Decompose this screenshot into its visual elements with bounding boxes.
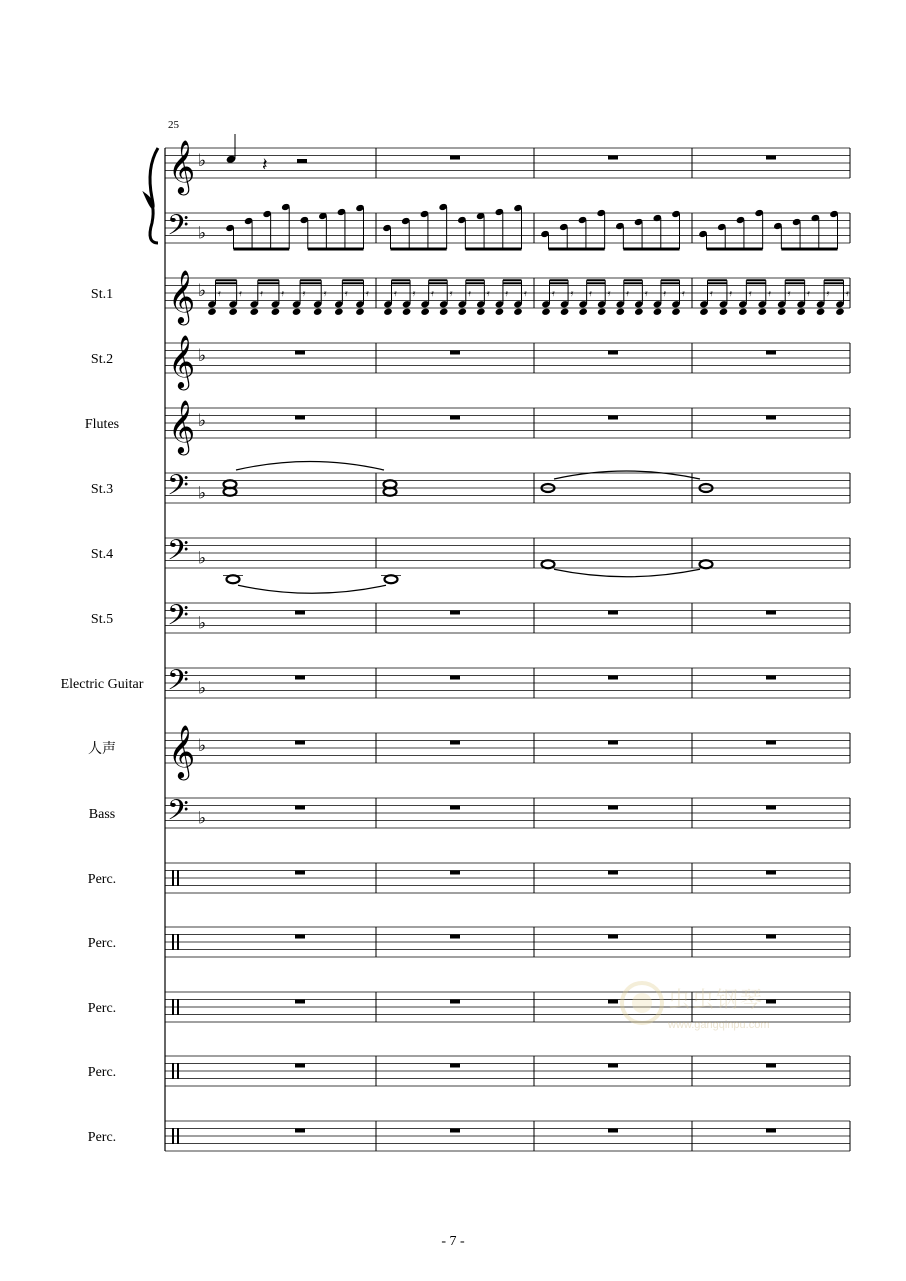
bass-clef-icon: 𝄢 bbox=[167, 794, 189, 834]
whole-rest-icon bbox=[608, 416, 618, 420]
note-head bbox=[699, 308, 709, 316]
sixteenth-rest-icon: 𝄿 bbox=[644, 289, 648, 299]
bass-clef-icon: 𝄢 bbox=[167, 209, 189, 249]
note-head bbox=[495, 308, 505, 316]
bass-clef-icon: 𝄢 bbox=[167, 664, 189, 704]
staff-label: Perc. bbox=[87, 1130, 117, 1145]
treble-clef-icon: 𝄞 bbox=[168, 399, 196, 453]
tie bbox=[238, 585, 386, 593]
whole-rest-icon bbox=[295, 935, 305, 939]
note-head bbox=[313, 308, 323, 316]
note-head bbox=[578, 308, 588, 316]
sixteenth-rest-icon: 𝄿 bbox=[552, 289, 555, 299]
flat-key-signature-icon: ♭ bbox=[198, 548, 207, 569]
whole-rest-icon bbox=[450, 676, 460, 680]
whole-rest-icon bbox=[450, 1064, 460, 1068]
staff-label: 人声 bbox=[88, 742, 116, 757]
piano-brace-icon bbox=[146, 148, 158, 243]
staff-label: Flutes bbox=[84, 417, 120, 432]
watermark-url: www.gangqinpu.com bbox=[668, 1019, 770, 1031]
sixteenth-rest-icon: 𝄿 bbox=[260, 289, 264, 299]
whole-rest-icon bbox=[766, 1064, 776, 1068]
staff-label: Bass bbox=[88, 807, 116, 822]
sixteenth-rest-icon: 𝄿 bbox=[366, 289, 369, 299]
staff-label: St.2 bbox=[90, 352, 114, 367]
watermark bbox=[620, 975, 820, 1035]
staff-15 bbox=[88, 1056, 850, 1086]
staff-13 bbox=[88, 927, 850, 957]
whole-rest-icon bbox=[766, 611, 776, 615]
bass-clef-icon: 𝄢 bbox=[167, 599, 189, 639]
whole-rest-icon bbox=[450, 156, 460, 160]
note-head bbox=[738, 308, 748, 316]
sixteenth-rest-icon: 𝄿 bbox=[412, 289, 416, 299]
staff-label: St.1 bbox=[90, 287, 114, 302]
whole-rest-icon bbox=[608, 1064, 618, 1068]
whole-rest-icon bbox=[766, 351, 776, 355]
whole-rest-icon bbox=[766, 935, 776, 939]
whole-rest-icon bbox=[608, 1000, 618, 1004]
tie bbox=[554, 471, 700, 479]
note-head bbox=[334, 308, 344, 316]
sixteenth-rest-icon: 𝄿 bbox=[626, 289, 630, 299]
treble-clef-icon: 𝄞 bbox=[168, 139, 196, 193]
note-head bbox=[796, 308, 806, 316]
treble-clef-icon: 𝄞 bbox=[168, 334, 196, 388]
staff-12 bbox=[88, 863, 850, 893]
whole-rest-icon bbox=[450, 741, 460, 745]
sixteenth-rest-icon: 𝄿 bbox=[589, 289, 592, 299]
staff-7 bbox=[91, 534, 850, 593]
sixteenth-rest-icon: 𝄿 bbox=[768, 289, 772, 299]
staff-label: Perc. bbox=[87, 1065, 117, 1080]
note-head bbox=[228, 308, 238, 316]
watermark-logo-icon bbox=[620, 975, 664, 1035]
sixteenth-rest-icon: 𝄿 bbox=[218, 289, 221, 299]
note-head bbox=[355, 308, 365, 316]
staff-3 bbox=[91, 269, 850, 325]
whole-rest-icon bbox=[766, 741, 776, 745]
whole-rest-icon bbox=[295, 416, 305, 420]
staff-4 bbox=[91, 334, 850, 390]
whole-rest-icon bbox=[295, 611, 305, 615]
staff-6 bbox=[91, 462, 850, 510]
whole-rest-icon bbox=[608, 156, 618, 160]
sixteenth-rest-icon: 𝄿 bbox=[468, 289, 472, 299]
whole-rest-icon bbox=[295, 741, 305, 745]
whole-rest-icon bbox=[608, 351, 618, 355]
note-head bbox=[383, 308, 393, 316]
whole-note bbox=[227, 575, 240, 583]
staff-2 bbox=[165, 203, 850, 249]
sixteenth-rest-icon: 𝄿 bbox=[239, 289, 242, 299]
sixteenth-rest-icon: 𝄿 bbox=[748, 289, 752, 299]
sixteenth-rest-icon: 𝄿 bbox=[826, 289, 830, 299]
percussion-clef-icon bbox=[177, 870, 179, 886]
note-head bbox=[458, 308, 468, 316]
whole-note bbox=[700, 560, 713, 568]
staff-10 bbox=[88, 724, 850, 780]
flat-key-signature-icon: ♭ bbox=[198, 678, 207, 699]
staff-16 bbox=[88, 1121, 850, 1151]
sixteenth-rest-icon: 𝄿 bbox=[663, 289, 667, 299]
percussion-clef-icon bbox=[172, 999, 174, 1015]
note-head bbox=[292, 308, 302, 316]
whole-rest-icon bbox=[450, 1000, 460, 1004]
flat-key-signature-icon: ♭ bbox=[198, 613, 207, 634]
staff-label: Perc. bbox=[87, 1001, 117, 1016]
whole-note bbox=[542, 560, 555, 568]
whole-rest-icon bbox=[450, 1129, 460, 1133]
whole-rest-icon bbox=[766, 676, 776, 680]
note-head bbox=[719, 308, 729, 316]
tie bbox=[236, 462, 384, 471]
flat-key-signature-icon: ♭ bbox=[198, 736, 207, 756]
sixteenth-rest-icon: 𝄿 bbox=[394, 289, 397, 299]
whole-rest-icon bbox=[450, 806, 460, 810]
whole-rest-icon bbox=[608, 806, 618, 810]
note-head bbox=[402, 308, 412, 316]
whole-rest-icon bbox=[608, 935, 618, 939]
sixteenth-rest-icon: 𝄿 bbox=[486, 289, 490, 299]
whole-rest-icon bbox=[450, 351, 460, 355]
sixteenth-rest-icon: 𝄿 bbox=[607, 289, 611, 299]
sixteenth-rest-icon: 𝄿 bbox=[505, 289, 509, 299]
whole-rest-icon bbox=[450, 611, 460, 615]
whole-rest-icon bbox=[608, 676, 618, 680]
sixteenth-rest-icon: 𝄿 bbox=[570, 289, 574, 299]
whole-rest-icon bbox=[295, 676, 305, 680]
note-head bbox=[597, 308, 607, 316]
sixteenth-rest-icon: 𝄿 bbox=[524, 289, 527, 299]
staff-label: Electric Guitar bbox=[60, 677, 144, 692]
staff-5 bbox=[85, 399, 850, 455]
watermark-title: 虫虫钢琴 bbox=[668, 988, 765, 1013]
whole-rest-icon bbox=[766, 1129, 776, 1133]
percussion-clef-icon bbox=[172, 1063, 174, 1079]
percussion-clef-icon bbox=[172, 1128, 174, 1144]
whole-rest-icon bbox=[295, 1000, 305, 1004]
staff-label: St.5 bbox=[90, 612, 114, 627]
note-head bbox=[541, 308, 551, 316]
note-head bbox=[207, 308, 217, 316]
note-head bbox=[616, 308, 626, 316]
note-head bbox=[250, 308, 260, 316]
flat-key-signature-icon: ♭ bbox=[198, 223, 207, 244]
half-rest-icon bbox=[297, 159, 307, 163]
whole-rest-icon bbox=[295, 806, 305, 810]
staff-11 bbox=[89, 794, 850, 834]
percussion-clef-icon bbox=[172, 870, 174, 886]
percussion-clef-icon bbox=[177, 1063, 179, 1079]
flat-key-signature-icon: ♭ bbox=[198, 483, 207, 504]
note-head bbox=[420, 308, 430, 316]
whole-rest-icon bbox=[766, 156, 776, 160]
note-head bbox=[758, 308, 768, 316]
whole-rest-icon bbox=[450, 416, 460, 420]
whole-rest-icon bbox=[295, 871, 305, 875]
sixteenth-rest-icon: 𝄿 bbox=[449, 289, 453, 299]
whole-note bbox=[385, 575, 398, 583]
whole-rest-icon bbox=[450, 871, 460, 875]
staff-1 bbox=[165, 134, 850, 195]
flat-key-signature-icon: ♭ bbox=[198, 151, 207, 171]
flat-key-signature-icon: ♭ bbox=[198, 281, 207, 301]
note-head bbox=[560, 308, 570, 316]
note-head bbox=[835, 308, 845, 316]
flat-key-signature-icon: ♭ bbox=[198, 411, 207, 431]
sixteenth-rest-icon: 𝄿 bbox=[682, 289, 685, 299]
percussion-clef-icon bbox=[172, 934, 174, 950]
staff-label: St.3 bbox=[90, 482, 114, 497]
sixteenth-rest-icon: 𝄿 bbox=[344, 289, 348, 299]
bass-clef-icon: 𝄢 bbox=[167, 469, 189, 509]
staff-9 bbox=[61, 664, 850, 704]
sixteenth-rest-icon: 𝄿 bbox=[302, 289, 306, 299]
whole-rest-icon bbox=[766, 871, 776, 875]
whole-rest-icon bbox=[450, 935, 460, 939]
whole-rest-icon bbox=[766, 806, 776, 810]
sixteenth-rest-icon: 𝄿 bbox=[431, 289, 434, 299]
note-head bbox=[271, 308, 281, 316]
measure-number: 25 bbox=[168, 119, 179, 131]
sixteenth-rest-icon: 𝄿 bbox=[323, 289, 327, 299]
staff-8 bbox=[91, 599, 850, 639]
sixteenth-rest-icon: 𝄿 bbox=[710, 289, 713, 299]
bass-clef-icon: 𝄢 bbox=[167, 534, 189, 574]
note-head bbox=[439, 308, 449, 316]
note-head bbox=[634, 308, 644, 316]
whole-rest-icon bbox=[608, 871, 618, 875]
flat-key-signature-icon: ♭ bbox=[198, 808, 207, 829]
whole-rest-icon bbox=[766, 416, 776, 420]
note-head bbox=[777, 308, 787, 316]
sixteenth-rest-icon: 𝄿 bbox=[846, 289, 849, 299]
note-head bbox=[476, 308, 486, 316]
treble-clef-icon: 𝄞 bbox=[168, 269, 196, 323]
note-head bbox=[816, 308, 826, 316]
whole-rest-icon bbox=[295, 351, 305, 355]
treble-clef-icon: 𝄞 bbox=[168, 724, 196, 778]
whole-rest-icon bbox=[295, 1064, 305, 1068]
percussion-clef-icon bbox=[177, 999, 179, 1015]
note-head bbox=[653, 308, 663, 316]
whole-rest-icon bbox=[295, 1129, 305, 1133]
percussion-clef-icon bbox=[177, 934, 179, 950]
page-number: - 7 - bbox=[441, 1234, 465, 1249]
staff-label: St.4 bbox=[90, 547, 114, 562]
whole-rest-icon bbox=[608, 611, 618, 615]
sixteenth-rest-icon: 𝄿 bbox=[281, 289, 285, 299]
whole-rest-icon bbox=[608, 1129, 618, 1133]
note-head bbox=[513, 308, 523, 316]
sixteenth-rest-icon: 𝄿 bbox=[787, 289, 791, 299]
whole-rest-icon bbox=[608, 741, 618, 745]
sixteenth-rest-icon: 𝄿 bbox=[729, 289, 733, 299]
flat-key-signature-icon: ♭ bbox=[198, 346, 207, 366]
staff-label: Perc. bbox=[87, 872, 117, 887]
quarter-rest-icon: 𝄽 bbox=[262, 154, 268, 176]
staff-label: Perc. bbox=[87, 936, 117, 951]
tie bbox=[554, 569, 700, 577]
sixteenth-rest-icon: 𝄿 bbox=[807, 289, 810, 299]
percussion-clef-icon bbox=[177, 1128, 179, 1144]
note-head bbox=[671, 308, 681, 316]
